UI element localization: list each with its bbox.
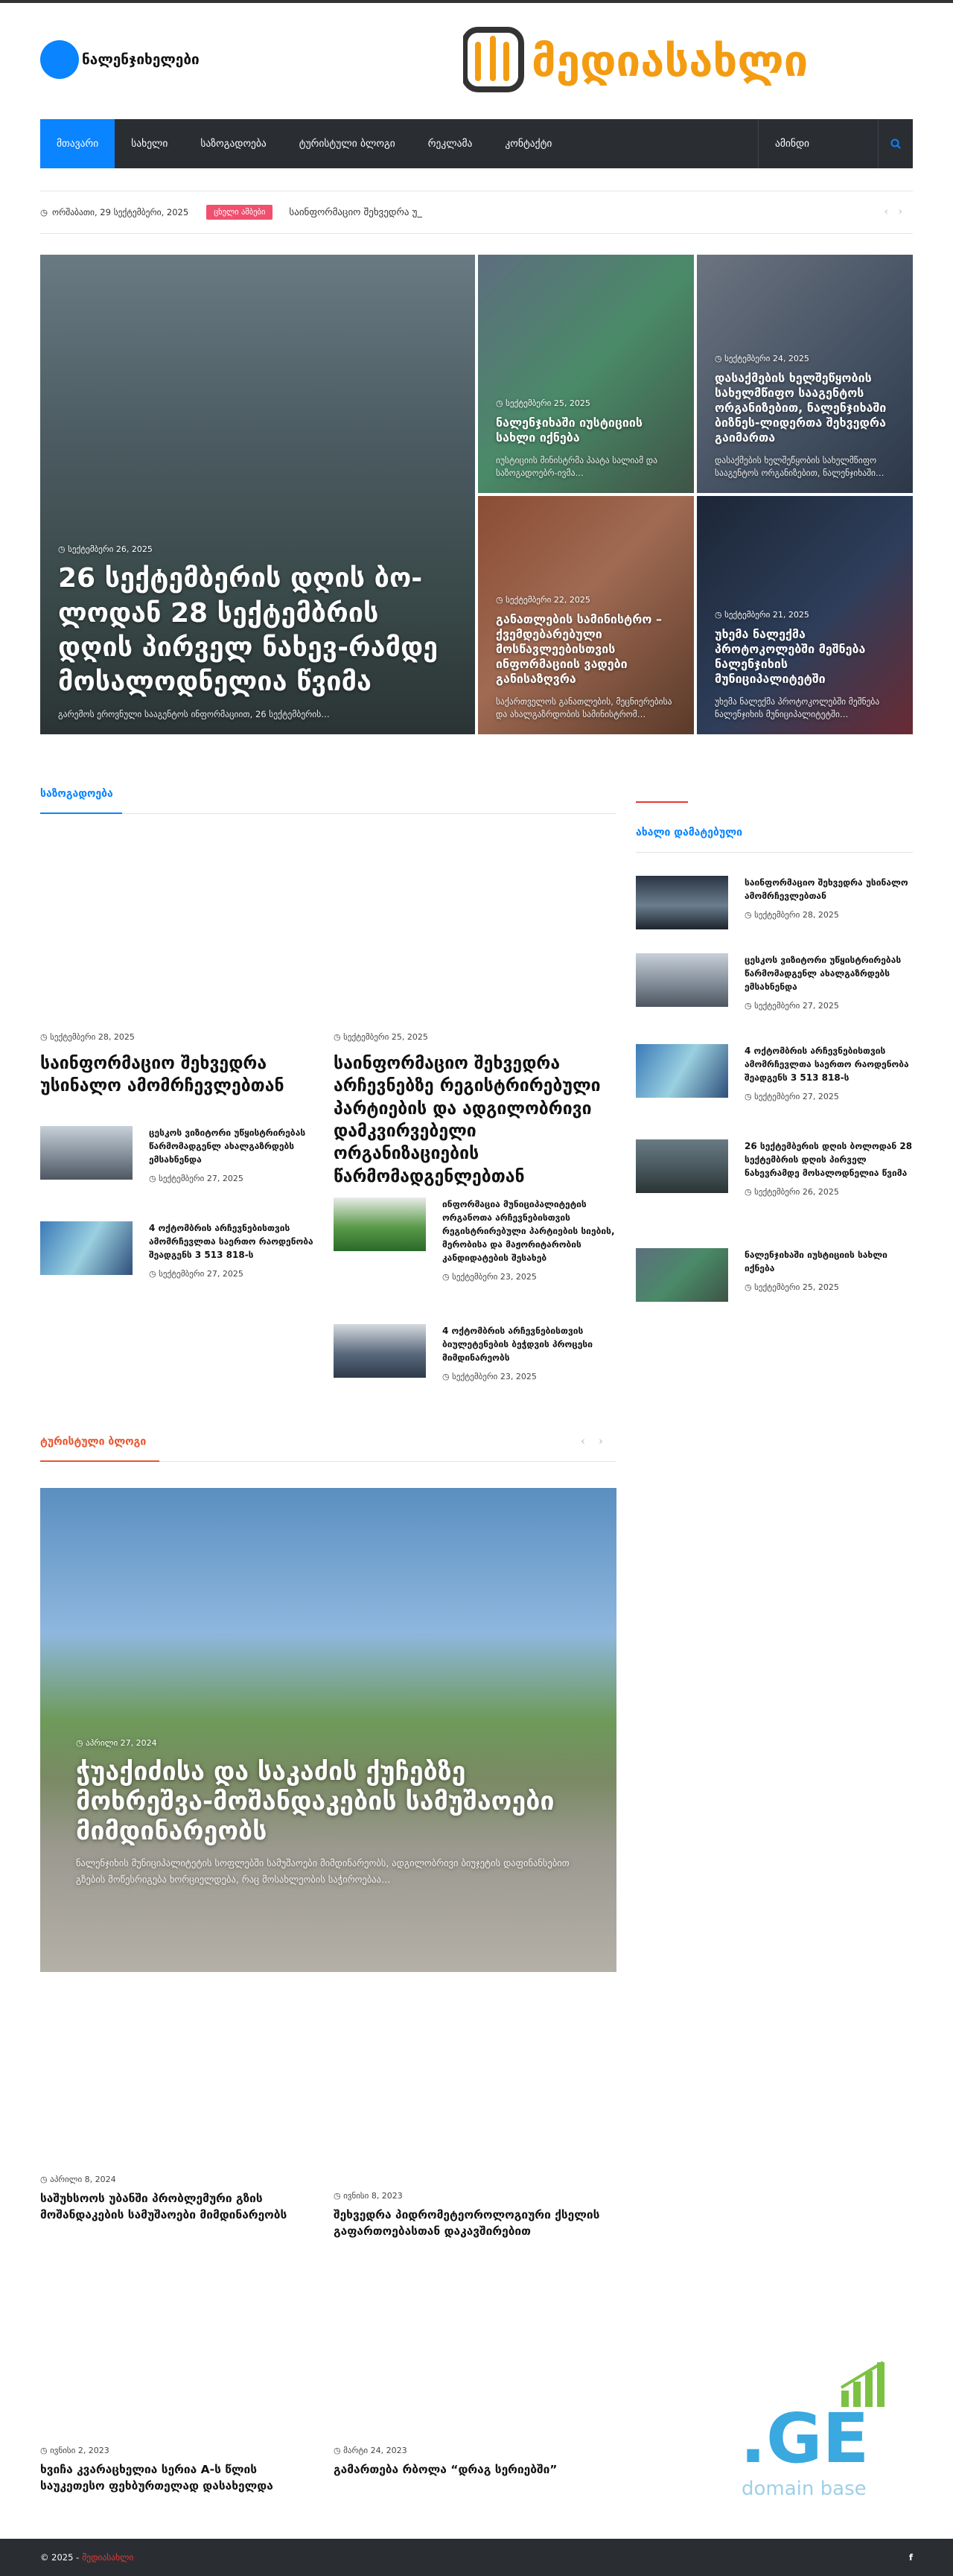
chevron-right-icon[interactable]: › (898, 206, 913, 217)
list-item-date: სექტემბერი 23, 2025 (452, 1272, 537, 1282)
grid-post-title[interactable]: შეხვედრა პიდრომეტეოროლოგიური ქსელის გაფართოებასთან დაკავშირებით (334, 2208, 600, 2239)
tourism-slider-arrows[interactable] (581, 1434, 616, 1448)
article-thumbnail[interactable] (334, 1198, 426, 1251)
hero-main-title[interactable]: 26 სექტემბერის დღის ბო-ლოდან 28 სექტემბრის დღის პირველ ნახევ-რამდე მოსალოდნელია წვიმა (58, 563, 439, 697)
hero-tile-excerpt: დასაქმების ხელშეწყობის სახელმწიფო სააგენტოს ორგანიზებით, ნალენჯიხაში… (715, 454, 885, 478)
hero-tile-excerpt: იუსტიციის მინისტრმა პაატა სალიამ და საზოგადოებრ-ივმა… (496, 454, 658, 478)
sidebar-divider (636, 852, 913, 853)
clock-icon: ◷ (442, 1372, 453, 1381)
clock-icon: ◷ (496, 594, 506, 605)
grid-post-date: ივნისი 8, 2023 (343, 2191, 403, 2201)
clock-icon: ◷ (745, 1092, 755, 1101)
sidebar-accent (636, 801, 688, 803)
sidebar-item-date: სექტემბერი 25, 2025 (754, 1282, 839, 1292)
sidebar-heading[interactable]: ახალი დამატებული (636, 827, 743, 839)
nav-item-tourism[interactable]: ტურისტული ბლოგი (299, 138, 395, 150)
sidebar-item-date: სექტემბერი 28, 2025 (754, 910, 839, 920)
nav-item-home[interactable]: მთავარი (40, 119, 115, 168)
grid-post-title[interactable]: გამართება რბოლა “დრაგ სერიებში” (334, 2463, 558, 2476)
list-item-date: სექტემბერი 27, 2025 (159, 1174, 243, 1183)
sidebar-item[interactable] (636, 953, 913, 1011)
clock-icon: ◷ (715, 353, 725, 363)
list-item-title[interactable]: 4 ოქტომბრის არჩევნებისთვის ბიულეტენების ბეჭდვის პროცესი მიმდინარეობს (442, 1326, 593, 1363)
grid-post[interactable] (40, 2446, 323, 2495)
clock-icon: ◷ (58, 544, 68, 555)
lead-title[interactable]: საინფორმაციო შეხვედრა არჩევნებზე რეგისტრირებული პარტიების და ადგილობრივი დამკვირვებელი ორგანიზაციების წარმომადგენლებთან (334, 1054, 601, 1186)
society-divider (40, 813, 616, 814)
clock-icon: ◷ (149, 1174, 159, 1183)
site-name: ნალენჯიხელები (82, 51, 200, 68)
ge-domain-logo-icon (737, 2358, 908, 2507)
clock-icon: ◷ (745, 1001, 755, 1011)
ticker-arrows[interactable] (885, 206, 913, 217)
clock-icon: ◷ (76, 1738, 86, 1748)
hero-main-date: სექტემბერი 26, 2025 (68, 544, 153, 555)
hero-tile-title[interactable]: ნალენჯიხაში იუსტიციის სახლი იქნება (496, 415, 643, 445)
hero-tile-1[interactable] (478, 255, 694, 493)
hero-tile-3[interactable] (478, 496, 694, 734)
ge-domain-logo-text: .GE (740, 2399, 870, 2478)
article-thumbnail[interactable] (40, 1126, 133, 1180)
article-thumbnail[interactable] (636, 876, 728, 929)
clock-icon: ◷ (40, 1032, 51, 1042)
list-item[interactable] (334, 1324, 616, 1381)
hero-main-excerpt: გარემოს ეროვნული სააგენტოს ინფორმაციით, 26 სექტემბერის… (58, 708, 330, 719)
tourism-featured-image[interactable] (40, 1488, 616, 1972)
list-item-date: სექტემბერი 23, 2025 (452, 1372, 537, 1381)
clock-icon: ◷ (334, 1032, 344, 1042)
hero-tile-date: სექტემბერი 25, 2025 (506, 398, 590, 408)
chevron-right-icon[interactable]: › (599, 1434, 616, 1448)
clock-icon: ◷ (496, 398, 506, 408)
top-stripe (0, 0, 953, 3)
grid-post-date: აპრილი 8, 2024 (50, 2175, 116, 2184)
list-item-title[interactable]: ინფორმაცია მუნიციპალიტეტის ორგანოთა არჩევნებისთვის რეგისტრირებული პარტიების სიების, მერობისა და მაჟორიტარობის კანდიდატების შესახებ (442, 1199, 615, 1263)
hero-tile-date: სექტემბერი 22, 2025 (506, 594, 590, 605)
grid-post-title[interactable]: საშუხსოოს უბანში პრობლემური გზის მოშანდაკების სამუშაოები მიმდინარეობს (40, 2192, 287, 2222)
grid-post-title[interactable]: ხვიჩა კვარაცხელია სერია A-ს წლის საუკეთესო ფეხბურთელად დასახელდა (40, 2463, 273, 2493)
main-navbar (40, 119, 913, 168)
article-thumbnail[interactable] (334, 1324, 426, 1378)
list-item-date: სექტემბერი 27, 2025 (159, 1269, 243, 1279)
tourism-date: აპრილი 27, 2024 (86, 1738, 157, 1748)
hero-tile-4[interactable] (697, 496, 913, 734)
article-thumbnail[interactable] (636, 1044, 728, 1098)
hero-main-card[interactable] (40, 255, 475, 734)
search-button[interactable] (879, 119, 913, 168)
clock-icon: ◷ (745, 910, 755, 920)
list-item-title[interactable]: 4 ოქტომბრის არჩევნებისთვის ამომრჩევლთა საერთო რაოდენობა შეადგენს 3 513 818-ს (149, 1223, 313, 1260)
sidebar-item-title[interactable]: 4 ოქტომბრის არჩევნებისთვის ამომრჩევლთა საერთო რაოდენობა შეადგენს 3 513 818-ს (745, 1046, 909, 1083)
list-item[interactable] (334, 1198, 616, 1282)
chevron-left-icon[interactable]: ‹ (884, 206, 899, 217)
sidebar-item-title[interactable]: ცესკოს ვიზიტორი უწყისტრირებას წარმომადგენლ ახალგაზრდებს ემსახნენდა (745, 955, 902, 992)
lead-date: სექტემბერი 28, 2025 (50, 1032, 135, 1042)
tourism-heading[interactable]: ტურისტული ბლოგი (40, 1436, 147, 1448)
hero-tile-title[interactable]: უხემა ნალექმა პროტოკოლებში მეშნება ნალენჯიხის მუნიციპალიტეტში (715, 626, 866, 686)
site-footer (0, 2539, 953, 2576)
clock-icon: ◷ (715, 609, 725, 620)
news-ticker (40, 191, 913, 234)
list-item-title[interactable]: ცესკოს ვიზიტორი უწყისტრირებას წარმომადგენლ ახალგაზრდებს ემსახნენდა (149, 1128, 306, 1165)
sidebar-item-date: სექტემბერი 27, 2025 (754, 1092, 839, 1101)
article-thumbnail[interactable] (636, 1139, 728, 1193)
sidebar-item[interactable] (636, 1248, 913, 1302)
society-accent (40, 812, 122, 814)
sidebar-item-title[interactable]: 26 სექტემბერის დღის ბოლოდან 28 სექტემბრის დღის პირველ ნახევრამდე მოსალოდნელია წვიმა (745, 1141, 913, 1178)
sidebar-item-title[interactable]: საინფორმაციო შეხვედრა უსინალო ამომრჩევლებთან (745, 877, 908, 901)
logo-circle-icon (40, 40, 79, 79)
society-col1-lead[interactable] (40, 1032, 323, 1098)
article-thumbnail[interactable] (636, 953, 728, 1007)
chevron-left-icon[interactable]: ‹ (581, 1434, 599, 1448)
grid-post[interactable] (40, 2175, 323, 2224)
media-house-logo-text: მედიასახლი (532, 36, 809, 86)
nav-item-contact[interactable]: კონტაქტი (505, 138, 552, 150)
hero-tile-date: სექტემბერი 24, 2025 (724, 353, 809, 363)
footer-brand-link[interactable]: მედიასახლი (82, 2552, 134, 2563)
nav-item-ads[interactable]: რეკლამა (427, 138, 473, 150)
nav-item-society[interactable]: საზოგადოება (200, 138, 267, 150)
tourism-accent (40, 1460, 159, 1462)
hot-news-badge: ცხელი ამბები (206, 205, 272, 220)
clock-icon: ◷ (334, 2446, 344, 2455)
hero-tile-excerpt: უხემა ნალექმა პროტოკოლებში მეშნება ნალენჯიხის მუნიციპალიტეტში… (715, 696, 880, 719)
ticker-headline[interactable]: საინფორმაციო შეხვედრა უ_ (289, 206, 422, 218)
list-item[interactable] (40, 1221, 323, 1279)
clock-icon: ◷ (334, 2191, 344, 2201)
hero-tile-date: სექტემბერი 21, 2025 (724, 609, 809, 620)
tourism-title[interactable]: ჭუაქიძისა და საკაძის ქუჩებზე მოხრეშვა-მოშანდაკების სამუშაოები მიმდინარეობს (76, 1757, 555, 1847)
clock-icon: ◷ (40, 2446, 51, 2455)
sidebar-item-date: სექტემბერი 26, 2025 (754, 1187, 839, 1197)
media-house-logo-icon (463, 22, 895, 97)
weather-widget[interactable]: ამინდი (775, 138, 809, 150)
grid-post-date: მარტი 24, 2023 (343, 2446, 407, 2455)
sidebar-item[interactable] (636, 1044, 913, 1101)
footer-copyright: © 2025 - (40, 2552, 80, 2563)
society-col2-lead[interactable] (334, 1032, 616, 1188)
grid-post[interactable] (334, 2446, 616, 2478)
hero-tile-title[interactable]: განათლების სამინისტრო – ქვემდებარებული მოსწავლეებისთვის ინფორმაციის ვადები განისაზღვრა (496, 611, 663, 686)
search-icon (890, 139, 901, 149)
clock-icon: ◷ (442, 1272, 453, 1282)
clock-icon: ◷ (40, 2175, 51, 2184)
current-date: ორშაბათი, 29 სექტემბერი, 2025 (52, 207, 189, 217)
grid-post-date: ივნისი 2, 2023 (50, 2446, 109, 2455)
article-thumbnail[interactable] (636, 1248, 728, 1302)
article-thumbnail[interactable] (40, 1221, 133, 1275)
lead-title[interactable]: საინფორმაციო შეხვედრა უსინალო ამომრჩევლებთან (40, 1054, 284, 1096)
grid-post[interactable] (334, 2191, 616, 2240)
hero-tile-2[interactable] (697, 255, 913, 493)
clock-icon: ◷ (149, 1269, 159, 1279)
tourism-featured-text[interactable] (76, 1738, 590, 1887)
sidebar-item-title[interactable]: ნალენჯიხაში იუსტიციის სახლი იქნება (745, 1250, 887, 1273)
sidebar-item-date: სექტემბერი 27, 2025 (754, 1001, 839, 1011)
media-house-logo[interactable] (463, 22, 895, 97)
hero-tile-title[interactable]: დასაქმების ხელშეწყობის სახელმწიფო სააგენტოს ორგანიზებით, ნალენჯიხაში ბიზნეს-ლიდერთა შეხვედრა გაიმართა (715, 370, 887, 445)
hero-grid (40, 255, 913, 734)
facebook-icon[interactable]: f (908, 2552, 913, 2563)
clock-icon: ◷ (40, 207, 48, 217)
hero-tile-excerpt: საქართველოს განათლების, მეცნიერებისა და ახალგაზრდობის სამინისტრომ… (496, 696, 672, 719)
clock-icon: ◷ (745, 1187, 755, 1197)
nav-item-name[interactable]: სახელი (131, 138, 168, 150)
tourism-excerpt: ნალენჯიხის მუნიციპალიტეტის სოფლებში სამუშაოები მიმდინარეობს, ადგილობრივი ბიუჯეტის დაფინანსებით გზების მოწესრიგება ხორციელდება, რაც მოსახლეობის საჭიროებაა… (76, 1857, 570, 1885)
lead-date: სექტემბერი 25, 2025 (343, 1032, 428, 1042)
ge-domain-ad[interactable] (737, 2358, 908, 2507)
site-logo-left[interactable] (40, 40, 200, 79)
ge-domain-sub-text: domain base (742, 2478, 867, 2500)
list-item[interactable] (40, 1126, 323, 1183)
society-heading[interactable]: საზოგადოება (40, 788, 113, 800)
clock-icon: ◷ (745, 1282, 755, 1292)
sidebar-item[interactable] (636, 876, 913, 929)
sidebar-item[interactable] (636, 1139, 913, 1197)
